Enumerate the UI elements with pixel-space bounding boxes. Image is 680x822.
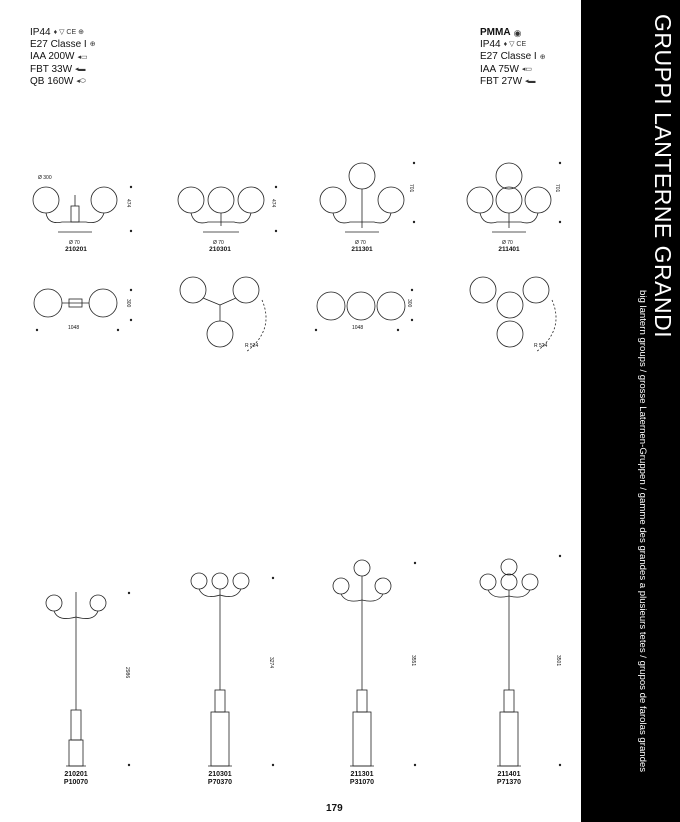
model-code: 211301: [351, 246, 373, 253]
socket-label: Ø 70: [213, 240, 224, 246]
plan-210201: [34, 289, 117, 317]
drawing-211401-top: [467, 163, 551, 232]
class-icon: ⊕: [89, 41, 96, 49]
pmma-icon: ◉: [513, 28, 522, 39]
lamp-icon: ◂▭: [521, 65, 533, 73]
height-label: 3274: [268, 657, 274, 669]
drawing-210201-top: [33, 187, 117, 232]
lamp-icon: ◂▭: [77, 53, 88, 61]
plan-211301: [317, 292, 405, 320]
model-code: 211401: [497, 771, 521, 778]
width-label: 1048: [68, 325, 80, 331]
spec-socket: E27 Classe I ⊕: [480, 51, 546, 63]
width-label: 1048: [352, 325, 364, 331]
model-code: 211401: [498, 246, 520, 253]
spec-lamp1: IAA 200W ◂▭: [30, 51, 88, 63]
spec-lamp3: QB 160W ◂⬭: [30, 75, 86, 87]
pole-code: P71370: [496, 779, 522, 786]
model-code: 210201: [64, 771, 88, 778]
pole-211401: [480, 559, 538, 766]
section-title: GRUPPI LANTERNE GRANDI: [650, 14, 676, 339]
depth-label: 300: [406, 299, 412, 308]
model-code: 210201: [65, 246, 87, 253]
model-code: 210301: [208, 771, 232, 778]
spec-lamp2: FBT 33W ◂▬: [30, 63, 86, 75]
class-icon: ⊕: [539, 53, 546, 61]
plan-211401: [470, 277, 556, 352]
spec-material: PMMA ◉: [480, 27, 522, 39]
spec-lamp2: FBT 27W ◂▬: [480, 75, 536, 87]
pole-code: P10070: [63, 779, 89, 786]
section-subtitle: big lantern groups / grosse Laternen-Gruppen / gamme des grandes a plusieurs tetes / grupos de farolas grandes: [637, 290, 648, 773]
fluo-lamp-icon: ◂▬: [75, 65, 86, 73]
drawing-210301-top: [178, 187, 264, 232]
height-label: 3501: [555, 655, 561, 667]
pole-210301: [191, 573, 249, 766]
height-label: 474: [125, 199, 131, 208]
depth-label: 300: [125, 299, 131, 308]
spec-lamp1: IAA 75W ◂▭: [480, 63, 533, 75]
height-label: 3551: [410, 655, 416, 667]
page-number: 179: [326, 803, 343, 814]
bulb-icon: ◂⬭: [76, 77, 86, 85]
radius-label: R 524: [534, 343, 548, 349]
plan-210301: [180, 277, 266, 352]
socket-label: Ø 70: [69, 240, 80, 246]
model-code: 211301: [350, 771, 374, 778]
height-label: 701: [554, 184, 560, 193]
fluo-lamp-icon: ◂▬: [525, 77, 536, 85]
spec-ip: IP44 ♦ ▽ CE: [480, 39, 527, 51]
height-label: 2986: [124, 667, 130, 679]
drawing-211301-top: [320, 163, 404, 232]
socket-label: Ø 70: [355, 240, 366, 246]
height-label: 474: [270, 199, 276, 208]
spec-ip: IP44 ♦ ▽ CE ⊕: [30, 27, 84, 38]
drop-icon: ♦ ▽ CE: [503, 41, 527, 49]
drop-icon: ♦ ▽ CE ⊕: [53, 29, 84, 37]
pole-code: P70370: [207, 779, 233, 786]
model-code: 210301: [209, 246, 231, 253]
radius-label: R 524: [245, 343, 259, 349]
pole-210201: [46, 592, 106, 766]
pole-211301: [333, 560, 391, 766]
diameter-label: Ø 300: [38, 175, 52, 181]
height-label: 701: [408, 184, 414, 193]
pole-code: P31070: [349, 779, 375, 786]
spec-socket: E27 Classe I ⊕: [30, 39, 96, 51]
socket-label: Ø 70: [502, 240, 513, 246]
